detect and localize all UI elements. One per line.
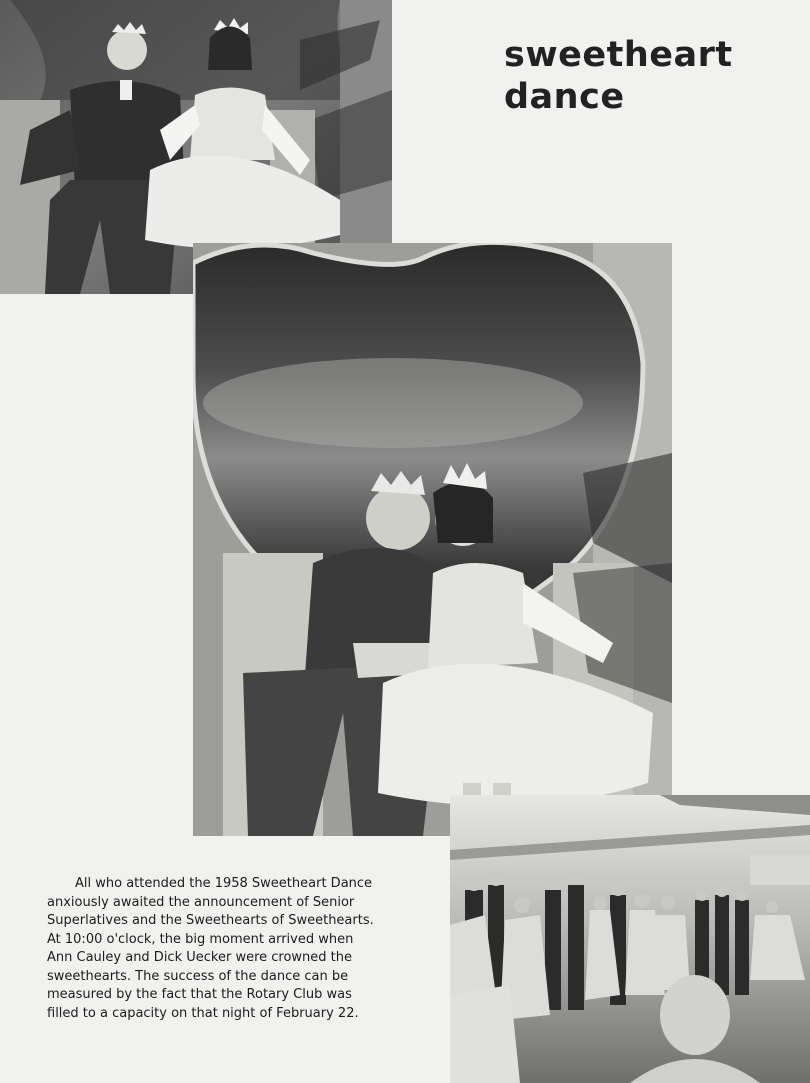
caption-paragraph <box>47 875 407 1023</box>
caption-line: filled to a capacity on that night of February 22. <box>47 1005 359 1021</box>
caption-line: Ann Cauley and Dick Uecker were crowned the <box>47 950 353 965</box>
caption-line: All who attended the 1958 Sweetheart Dance <box>75 876 373 891</box>
crowned-couple-kiss-photo <box>193 243 672 836</box>
title-line: sweetheart <box>504 35 733 75</box>
caption-line: measured by the fact that the Rotary Club was <box>47 987 352 1002</box>
caption-line: Superlatives and the Sweethearts of Sweethearts. <box>47 913 374 928</box>
dance-crowd-photo <box>450 795 810 1083</box>
caption-line: sweethearts. The success of the dance can be <box>47 968 349 984</box>
page-title <box>504 34 733 118</box>
caption-line: anxiously awaited the announcement of Senior <box>47 894 355 910</box>
title-line: dance <box>504 77 625 117</box>
caption-line: At 10:00 o'clock, the big moment arrived when <box>47 931 354 947</box>
